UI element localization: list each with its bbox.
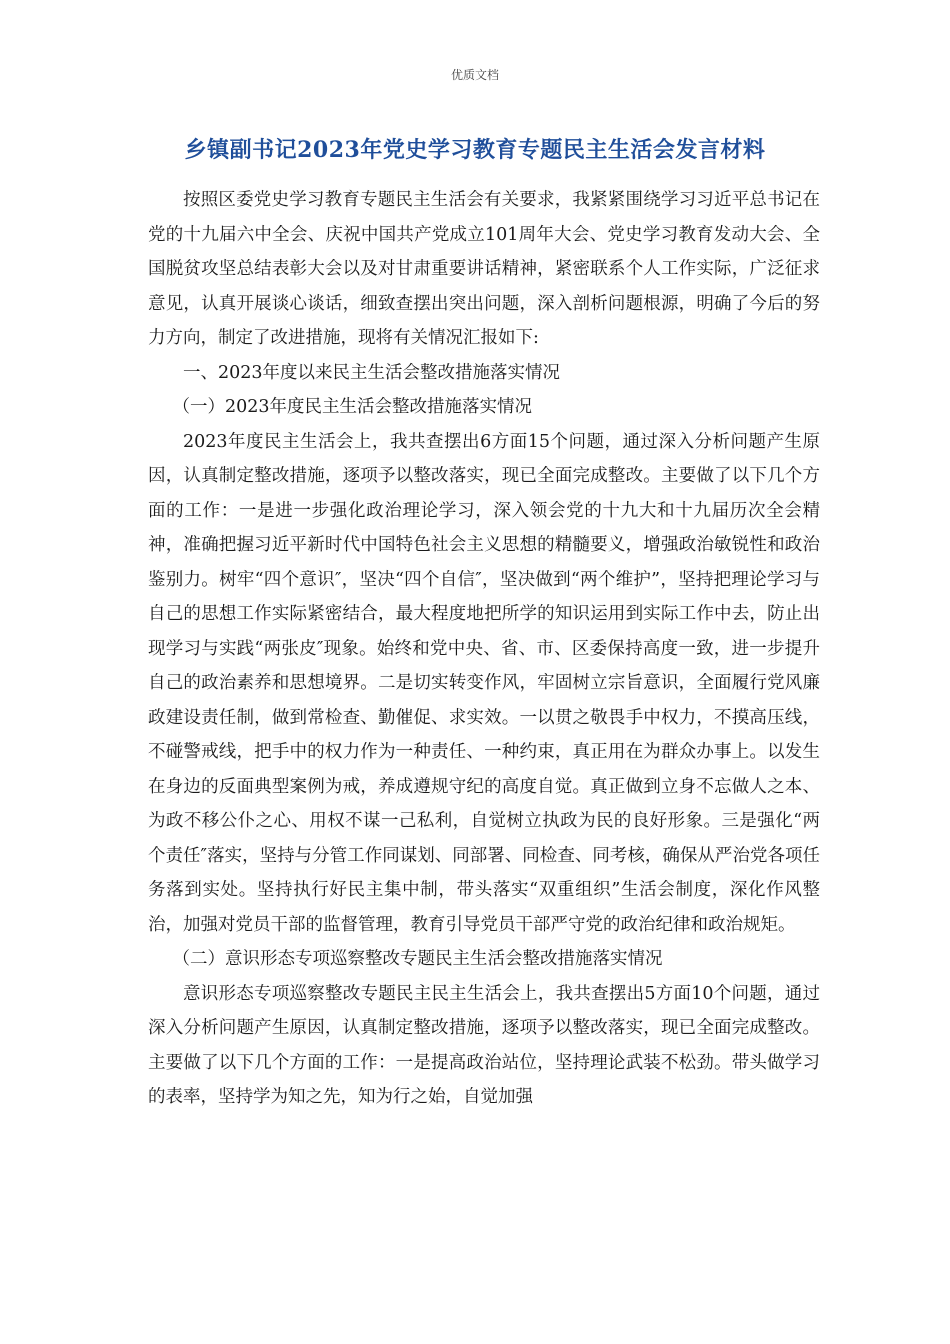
intro-paragraph: 按照区委党史学习教育专题民主生活会有关要求，我紧紧围绕学习习近平总书记在党的十九届六中全会、庆祝中国共产党成立101周年大会、党史学习教育发动大会、全国脱贫攻坚总结表彰大会以及对甘肃重要讲话精神，紧密联系个人工作实际，广泛征求意见，认真开展谈心谈话，细致查摆出突出问题，深入剖析问题根源，明确了今后的努力方向，制定了改进措施，现将有关情况汇报如下: xyxy=(148,190,820,348)
document-title: 乡镇副书记2023年党史学习教育专题民主生活会发言材料 xyxy=(184,137,766,163)
section-1-sub-1-heading: （一）2023年度民主生活会整改措施落实情况 xyxy=(172,397,533,417)
document-body xyxy=(148,183,820,1115)
section-1-sub-2-body: 意识形态专项巡察整改专题民主民主生活会上，我共查摆出5方面10个问题，通过深入分析问题产生原因，认真制定整改措施，逐项予以整改落实，现已全面完成整改。主要做了以下几个方面的工作：一是提高政治站位，坚持理论武装不松劲。带头做学习的表率，坚持学为知之先，知为行之始，自觉加强 xyxy=(148,983,820,1107)
document-header-note: 优质文档 xyxy=(450,68,499,82)
section-1-heading: 一、2023年度以来民主生活会整改措施落实情况 xyxy=(183,362,561,383)
section-1-sub-2-heading: （二）意识形态专项巡察整改专题民主生活会整改措施落实情况 xyxy=(172,949,663,969)
section-1-sub-1-body: 2023年度民主生活会上，我共查摆出6方面15个问题，通过深入分析问题产生原因，认真制定整改措施，逐项予以整改落实，现已全面完成整改。主要做了以下几个方面的工作：一是进一步强化政治理论学习，深入领会党的十九大和十九届历次全会精神，准确把握习近平新时代中国特色社会主义思想的精髓要义，增强政治敏锐性和政治鉴别力。树牢“四个意识″，坚决“四个自信″，坚决做到“两个维护”，坚持把理论学习与自己的思想工作实际紧密结合，最大程度地把所学的知识运用到实际工作中去，防止出现学习与实践“两张皮″现象。始终和党中央、省、市、区委保持高度一致，进一步提升自己的政治素养和思想境界。二是切实转变作风，牢固树立宗旨意识，全面履行党风廉政建设责任制，做到常检查、勤催促、求实效。一以贯之敬畏手中权力，不摸高压线，不碰警戒线，把手中的权力作为一种责任、一种约束，真正用在为群众办事上。以发生在身边的反面典型案例为戒，养成遵规守纪的高度自觉。真正做到立身不忘做人之本、为政不移公仆之心、用权不谋一己私利，自觉树立执政为民的良好形象。三是强化“两个责任″落实，坚持与分管工作同谋划、同部署、同检查、同考核，确保从严治党各项任务落到实处。坚持执行好民主集中制，带头落实“双重组织”生活会制度，深化作风整治，加强对党员干部的监督管理，教育引导党员干部严守党的政治纪律和政治规矩。 xyxy=(148,431,820,935)
